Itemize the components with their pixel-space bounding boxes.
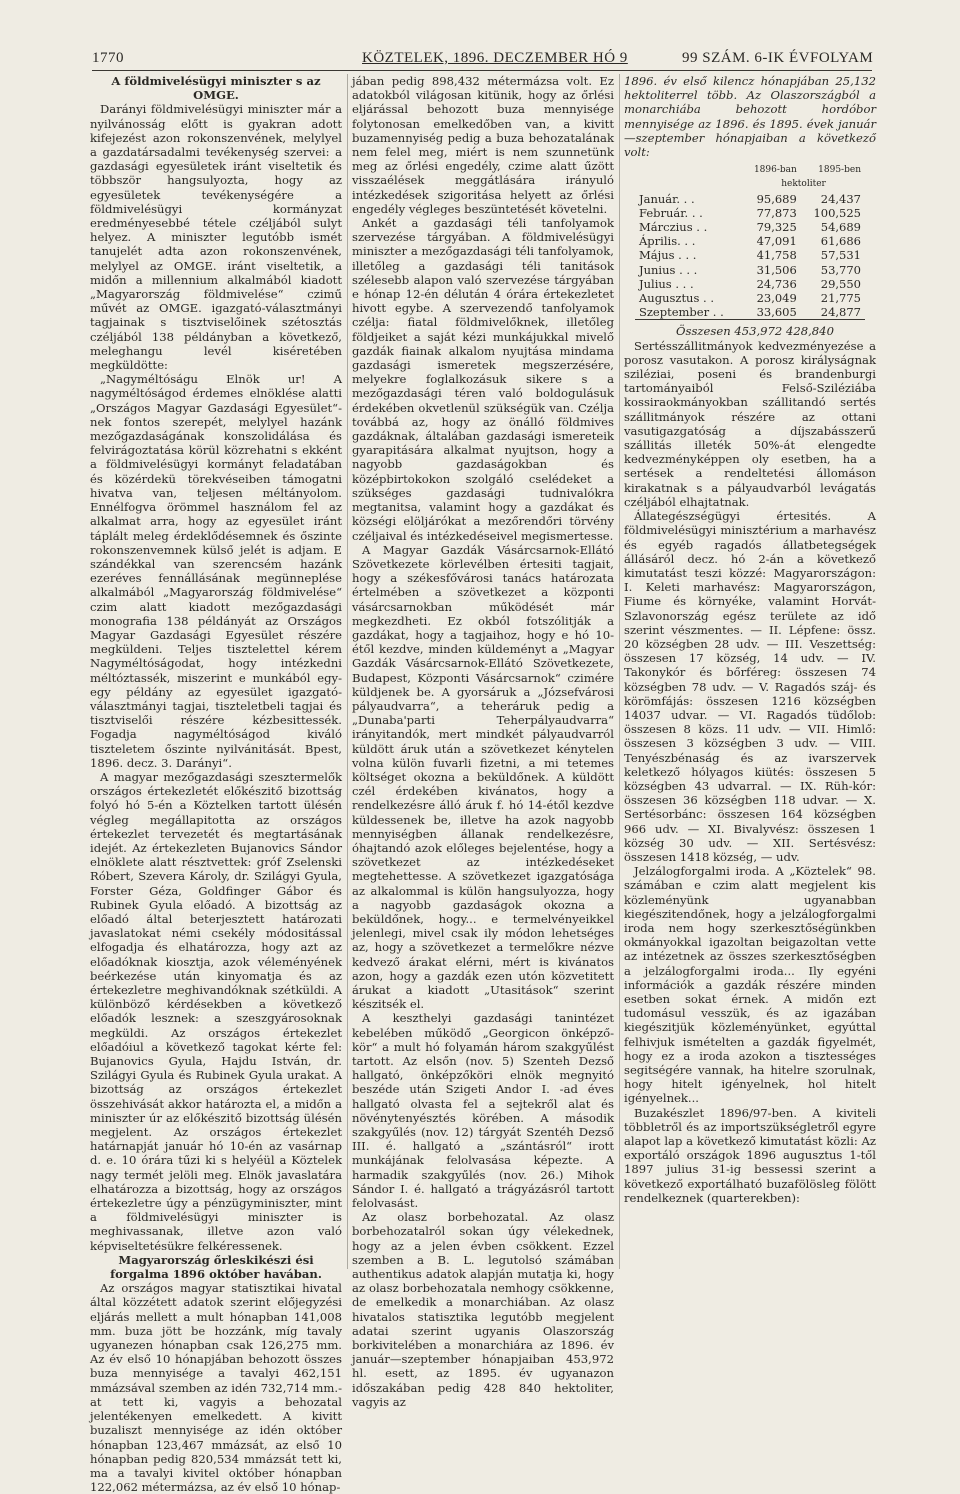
wine-import-table: [635, 163, 865, 320]
article-paragraph: „Nagyméltóságu Elnök ur! A nagyméltóságod érdemes elnöklése alatti „Országos Magyar Gazdasági Egyesület“-nek fontos szerepét, melylyel hazánk mezőgazdaságának konszolidálása és felvirágoztatása körül közrehatni s ekként a földmivelésügyi kormányt feladatában és közérdekü törekvéseiben támogatni hivatva van, teljesen méltányolom. Ennélfogva örömmel használom fel az alkalmat arra, hogy az egyesület iránt táplált meleg érdeklődésemnek és őszinte rokonszenvemnek külső jelét is adjam. E szándékkal van szerencsém hazánk ezeréves fennállásának megünneplése alkalmából „Magyarország földmivelése“ czim alatt kiadott mezőgazdasági monografia 138 példányát az Országos Magyar Gazdasági Egyesület részére megküldeni. Teljes tisztelettel kérem Nagyméltóságodat, hogy intézkedni méltóztassék, miszerint e munkából egy-egy példány az egyesület igazgató-választmányi tagjai, tiszteletbeli tagjai és tisztviselői részére kézbesittessék. Fogadja nagyméltóságod kiváló tiszteletem őszinte nyilvánitását. Bpest, 1896. decz. 3. Darányi“.: [90, 372, 342, 770]
value-cell: 100,525: [813, 205, 861, 220]
month-cell: Május . . .: [639, 248, 697, 263]
article-paragraph: Állategészségügyi értesités. A földmivelésügyi minisztérium a marhavész és egyéb ragadós állatbetegségek állásáról decz. hó 2-án a következő kimutatást teszi közzé: Magyarországon: I. Keleti marhavész: Magyarországon, Fiume és környéke, valamint Horvát-Szlavonország egész területe az idő szerint vészmentes. — II. Lépfene: össz. 20 községben 28 udv. — III. Veszettség: összesen 17 község, 14 udv. — IV. Takonykór és bőrféreg: összesen 74 községben 78 udv. — V. Ragadós száj- és körömfájás: összesen 1216 községben 14037 udvar. — VI. Ragadós tüdőlob: összesen 8 közs. 11 udv. — VII. Himlő: összesen 3 községben 3 udv. — VIII. Tenyészbénaság és az ivarszervek keletkező hólyagos kiütés: összesen 5 községben 43 udvarral. — IX. Rüh-kór: összesen 36 községben 118 udvar. — X. Sertésorbánc: összesen 164 községben 966 udv. — XI. Bivalyvész: összesen 1 község 30 udv. — XII. Sertésvész: összesen 1418 község, — udv.: [624, 509, 876, 864]
unit-label: hektoliter: [781, 179, 826, 190]
article-paragraph: jában pedig 898,432 métermázsa volt. Ez adatokból világosan kitünik, hogy az őrlési eljárással behozott buza mennyisége folytonosan emelkedőben van, a kivitt buzamennyiség pedig a buza behozatalának nem felel meg, miért is nem szunnetünk meg az őrlési engedély, czime alatt űzött visszaélések meggátlására irányuló intézkedések szigoritása helyett az őrlési engedély végleges beszüntetését követelni.: [352, 74, 614, 216]
column-2: [352, 74, 614, 1409]
table-total: Összesen 453,972 428,840: [676, 324, 834, 339]
month-cell: Junius . . .: [639, 262, 698, 277]
value-cell: 61,686: [820, 234, 861, 249]
month-cell: Február. . .: [639, 205, 703, 220]
value-cell: 47,091: [756, 234, 797, 249]
article-paragraph: A keszthelyi gazdasági tanintézet kebelében működő „Georgicon önképző-kör“ a mult hó folyamán három szakgyűlést tartott. Az elsőn (nov. 5) Szenteh Dezső hallgató, önképzőköri elnök megnyitó beszéde után Szigeti Andor I. -ad éves hallgató olvasta fel a sejtekről alat és növénytenyésztés körében. A második szakgyűlés (nov. 12) tárgyát Szentéh Dezső III. é. hallgató a „szántásról“ irott munkájának felolvasása képezte. A harmadik szakgyűlés (nov. 26.) Mihok Sándor I. é. hallgató a trágyázásról tartott felolvasást.: [352, 1011, 614, 1211]
article-paragraph: Jelzálogforgalmi iroda. A „Köztelek“ 98. számában e czim alatt megjelent kis közleményünk ugyanabban kiegészitendőnek, hogy a jelzálogforgalmi iroda nem hogy szerkesztőségünkben okmányokkal igazoltan beigazoltan vette az intézetnek az összes szerkesztőségben a jelzálogforgalmi iroda... Ily egyéni információk a gazdák részére minden esetben sokat érnek. A midőn ezt tudomásul vesszük, és az igazában kiegészitjük közleményünket, egyúttal felhivjuk ismételten a gazdák figyelmét, hogy ez a iroda azokon a tisztességes segitségére vannak, ha hitelre szorulnak, hogy hitelt igényelnek, hol hitelt igényelnek...: [624, 864, 876, 1106]
month-cell: Január. . .: [639, 191, 695, 206]
value-cell: 23,049: [756, 291, 797, 306]
article-paragraph: Sertésszállitmányok kedvezményezése a porosz vasutakon. A porosz királyságnak sziléziai, poseni és brandenburgi tartományaiból Felső-Sziléziába kossiraokmányokban szállitandó sertés szállitmányok részére az ottani vasutigazgatóság a díjszabásszerű szállitás illeték 50%-át elengedte kedvezményképpen oly esetben, ha a sertések a rendeltetési állomáson kirakatnak s a pályaudvarból levágatás czéljából elhajtatnak.: [624, 338, 876, 509]
article-paragraph: A magyar mezőgazdasági szesztermelők országos értekezletét előkészitő bizottság folyó hó 5-én a Köztelken tartott ülésén végleg megállapitotta az országos értekezlet tervezetét és megtartásának idejét. Az értekezleten Bujanovics Sándor elnöklete alatt résztvettek: gróf Zselenski Róbert, Szevera Károly, dr. Szilágyi Gyula, Forster Géza, Goldfinger Gábor és Rubinek Gyula előadó. A bizottság az előadó által beterjesztett határozati javaslatokat némi csekély módositással elfogadja és elhatározza, hogy azt az előadóknak kiosztja, azok véleményének beérkezése után kinyomatja és az értekezletre meghivandóknak szétküldi. A különböző kérdésekben a következő előadók lesznek: a szeszgyárosoknak megküldi. Az országos értekezlet előadóiul a következő tagokat kérte fel: Bujanovics Gyula, Hajdu István, dr. Szilágyi Gyula és Rubinek Gyula urakat. A bizottság az országos értekezlet összehivását akkor határozta el, a midőn a miniszter úr az előkészitő bizottság ülésén megjelent. Az országos értekezlet határnapját január hó 10-én az vasárnap d. e. 10 órára tűzi ki s helyéül a Köztelek nagy termét jelöli meg. Elnök javaslatára elhatározza a bizottság, hogy az országos értekezletre úgy a pénzügyminiszter, mint a földmivelésügyi miniszter is meghivassanak, illetve azon való képviseltetésükre felkéressenek.: [90, 769, 342, 1253]
article-title: Magyarország őrleskikészi ési forgalma 1896 október havában.: [110, 1252, 322, 1282]
value-cell: 29,550: [820, 276, 861, 291]
column-divider: [619, 74, 620, 1269]
issue-number: 99 SZÁM. 6-IK ÉVFOLYAM: [682, 50, 874, 66]
page-number: 1770: [92, 50, 124, 66]
month-cell: Márczius . .: [639, 220, 708, 235]
article-paragraph: A Magyar Gazdák Vásárcsarnok-Ellátó Szövetkezete körlevélben értesiti tagjait, hogy a székesfővárosi tanács határozata értelmében a szövetkezet a központi vásárcsarnokban működését már megkezdheti. Ez okból fotszólitják a gazdákat, hogy a tagjaihoz, hogy e hó 10-étől kezdve, minden küldeményt a „Magyar Gazdák Vásárcsarnok-Ellátó Szövetkezete, Budapest, Központi Vásárcsarnok“ czimére küldjenek be. A gyorsáruk a „Józsefvárosi pályaudvarra“, a teheráruk pedig a „Dunaba'parti Teherpályaudvarra“ irányitandók, mert mindkét pályaudvarról küldött áruk után a szövetkezet kénytelen volna külön fuvarli fizetni, a mi tetemes költséget okozna a beküldőnek. A küldött czél érdekében kivánatos, hogy a rendelkezésre álló áruk f. hó 14-étől kezdve küldessenek be, illetve ha azok nagyobb mennyiségben állanak rendelkezésre, óhajtandó azok előleges bejelentése, hogy a szövetkezet az intézkedéseket megtehettesse. A szövetkezet igazgatósága az alkalommal is külön hangsulyozza, hogy a nagyobb gazdaságok okozna a beküldőnek, hogy... e termelvényeikkel jelenlegi, mivel csak ily módon lehetséges az, hogy a szövetkezet a termelőkre nézve kedvező árakat elérni, mért is kivánatos azon, hogy a gazdák ezen utón közvetitett árukat a kiadott „Utasitások“ szerint készitsék el.: [352, 542, 614, 1012]
value-cell: 54,689: [820, 220, 861, 235]
value-cell: 77,873: [756, 205, 797, 220]
article-title: A földmivelésügyi miniszter s az OMGE.: [111, 74, 321, 103]
article-paragraph: 1896. év első kilencz hónapjában 25,132 hektoliterrel több. Az Olaszországból a monarchiába behozott hordóbor mennyisége az 1896. és 1895. évek január—szeptember hónapjaiban a következő volt:: [624, 74, 876, 160]
column-3: [624, 74, 876, 1269]
table-row: [635, 192, 865, 206]
article-paragraph: Az országos magyar statisztikai hivatal által közzétett adatok szerint előjegyzési eljárás mellett a mult hónapban 141,008 mm. buza jött be hozzánk, míg tavaly ugyanezen hónapban csak 126,275 mm. Az év első 10 hónapjában behozott összes buza mennyisége a tavalyi 462,151 mmázsával szemben az idén 732,714 mm.-at tett ki, vagyis a behozatal jelentékenyen emelkedett. A kivitt buzaliszt mennyisége az idén október hónapban 123,467 mmázsát, az első 10 hónapban pedig 820,534 mmázsát tett ki, ma a tavalyi kivitel október hónapban 122,062 métermázsa, az év első 10 hónap-: [90, 1281, 342, 1494]
table-row: [635, 277, 865, 291]
table-row: [635, 248, 865, 262]
column-divider: [347, 74, 348, 1269]
table-row: [635, 263, 865, 277]
article-paragraph: Ankét a gazdasági téli tanfolyamok szervezése tárgyában. A földmivelésügyi miniszter a mezőgazdasági téli tanfolyamok, illetőleg a gazdasági téli tanitások szélesebb alapon való szervezése tárgyában e hónap 12-én délután 4 órára értekezletet hivott egybe. A szervezendő tanfolyamok czélja: fiatal földmivelőknek, illetőleg földjeiket a saját kézi munkájukkal mivelő gazdák fiainak alkalom nyujtása mindama gazdasági ismeretek megszerzésére, melyekre foglalkozásuk sikere s a mezőgazdasági téren való boldogulásuk érdekében okvetlenül szükségük van. Czélja továbbá az, hogy az önálló földmives gazdáknak, általában gazdasági ismereteik gyarapitására alkalmat nyujtson, hogy a nagyobb gazdaságokban és középbirtokokon szolgáló cselédeket a szükséges gazdasági tudnivalókra megtanitsa, valamint hogy a gazdákat és községi elöljárókat a mezőrendőri törvény czéljaival és intézkedéseivel megismertesse.: [352, 216, 614, 543]
month-cell: Julius . . .: [639, 276, 694, 291]
article-paragraph: Buzakészlet 1896/97-ben. A kiviteli többletről és az importszükségletről egyre alapot lap a következő kimutatást közli: Az exportáló országok 1896 augusztus 1-től 1897 julius 31-ig bessessi szerint a következő exportálható buzafölösleg fölött rendelkeznek (quarterekben):: [624, 1105, 876, 1205]
table-row: [635, 234, 865, 248]
month-cell: Augusztus . .: [639, 291, 714, 306]
value-cell: 24,877: [801, 305, 865, 320]
month-cell: Szeptember . .: [635, 305, 742, 320]
value-cell: 57,531: [820, 248, 861, 263]
value-cell: 31,506: [756, 262, 797, 277]
article-paragraph: Az olasz borbehozatal. Az olasz borbehozatalról sokan úgy vélekednek, hogy az a jelen évben csökkent. Ezzel szemben a B. L. legutolsó számában authentikus adatok alapján mutatja ki, hogy az olasz borbehozatala nemhogy csökkenne, de emelkedik a monarchiában. Az olasz hivatalos statisztika legutóbb megjelent adatai szerint ugyanis Olaszország borkivitelében a monarchiára az 1896. év január—szeptember hónapjaiban 453,972 hl. esett, az 1895. év ugyanazon időszakában pedig 428 840 hektoliter, vagyis az: [352, 1210, 614, 1409]
table-row: [635, 291, 865, 305]
value-cell: 24,437: [820, 191, 861, 206]
value-cell: 95,689: [756, 191, 797, 206]
value-cell: 21,775: [820, 291, 861, 306]
page-header: [92, 48, 872, 71]
table-row: [635, 220, 865, 234]
value-cell: 33,605: [742, 305, 801, 320]
value-cell: 24,736: [756, 276, 797, 291]
value-cell: 41,758: [756, 248, 797, 263]
table-row: [635, 206, 865, 220]
value-cell: 79,325: [756, 220, 797, 235]
value-cell: 53,770: [820, 262, 861, 277]
month-cell: Április. . .: [639, 234, 696, 249]
column-header-1896: 1896-ban: [753, 165, 797, 176]
table-row: [635, 305, 865, 320]
column-1: [90, 74, 342, 1494]
article-paragraph: Darányi földmivelésügyi miniszter már a nyilvánosság előtt is gyakran adott kifejezést azon rokonszenvének, melylyel a gazdatársadalmi tevékenység szervei: a gazdasági egyesületek iránt viseltetik és többször hangsulyozta, hogy az egyesületek tevékenységére a földmivelésügyi kormányzat eredményesebbé tétele czéljából sulyt helyez. A miniszter legutóbb ismét tanujelét adta azon rokonszenvének, melylyel az OMGE. iránt viseltetik, a midőn a millennium alkalmából kiadott „Magyarország földmivelése“ czimű művét az OMGE. igazgató-választmányi tagjainak s tisztviselőinek szétosztás czéljából 138 példányban a következő, meleghangu levél kiséretében megküldötte:: [90, 102, 342, 373]
journal-dateline: KÖZTELEK, 1896. DECZEMBER HÓ 9: [362, 50, 628, 66]
column-header-1895: 1895-ben: [818, 165, 861, 176]
